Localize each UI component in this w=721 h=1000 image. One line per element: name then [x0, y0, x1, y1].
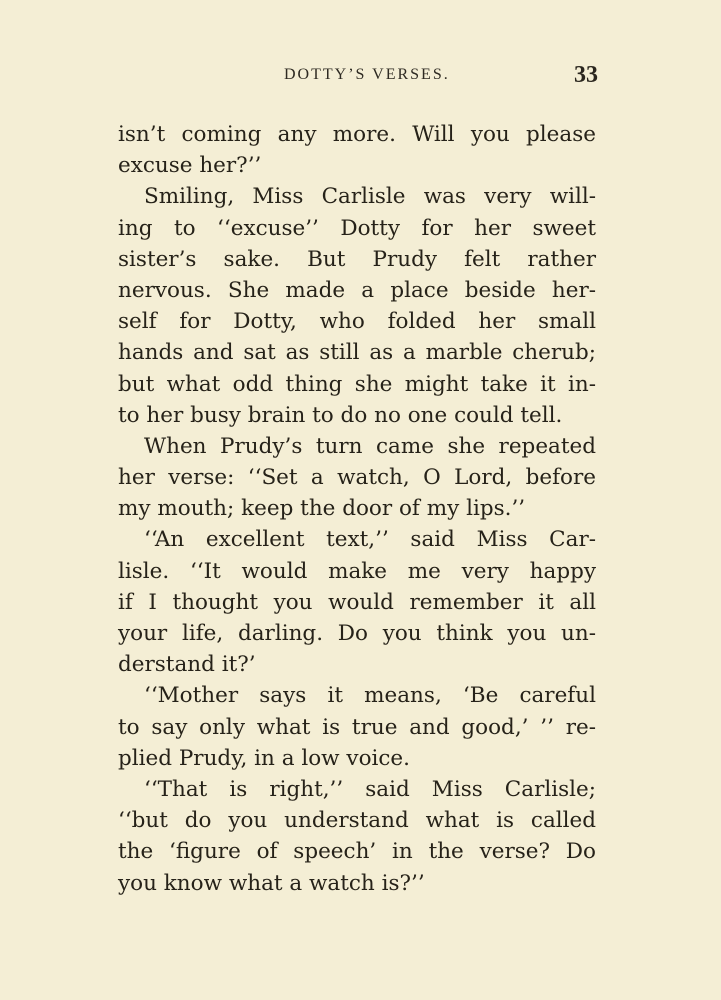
text-line: ‘‘Mother says it means, ‘Be careful	[144, 683, 596, 709]
text-line: excuse her?’’	[118, 153, 262, 179]
text-line: your life, darling. Do you think you un-	[118, 621, 596, 646]
body-text	[118, 119, 596, 899]
text-line: the ‘figure of speech’ in the verse? Do	[118, 839, 596, 865]
text-line: but what odd thing she might take it in-	[118, 371, 596, 397]
text-line: plied Prudy, in a low voice.	[118, 745, 410, 771]
text-line: you know what a watch is?’’	[118, 870, 425, 896]
running-title: DOTTY’S VERSES.	[284, 66, 450, 83]
page-number: 33	[574, 62, 598, 88]
text-line: ‘‘An excellent text,’’ said Miss Car-	[144, 527, 596, 553]
text-line: nervous. She made a place beside her-	[118, 277, 596, 303]
text-line: her verse: ‘‘Set a watch, O Lord, before	[118, 465, 596, 491]
text-line: derstand it?’	[118, 652, 256, 678]
running-head	[0, 62, 721, 92]
text-line: sister’s sake. But Prudy felt rather	[118, 246, 596, 272]
text-line: isn’t coming any more. Will you please	[118, 122, 596, 147]
text-line: lisle. ‘‘It would make me very happy	[118, 558, 596, 584]
text-line: to say only what is true and good,’ ’’ re-	[118, 714, 596, 740]
text-line: to her busy brain to do no one could tell.	[118, 402, 563, 428]
text-line: hands and sat as still as a marble cherub;	[118, 340, 596, 366]
text-line: my mouth; keep the door of my lips.’’	[118, 496, 526, 522]
text-line: ing to ‘‘excuse’’ Dotty for her sweet	[118, 215, 596, 241]
text-line: ‘‘That is right,’’ said Miss Carlisle;	[144, 776, 596, 802]
text-line: When Prudy’s turn came she repeated	[144, 433, 596, 459]
text-line: ‘‘but do you understand what is called	[118, 808, 596, 834]
text-line: Smiling, Miss Carlisle was very will-	[144, 184, 596, 210]
text-line: self for Dotty, who folded her small	[118, 309, 596, 335]
text-line: if I thought you would remember it all	[118, 589, 596, 615]
